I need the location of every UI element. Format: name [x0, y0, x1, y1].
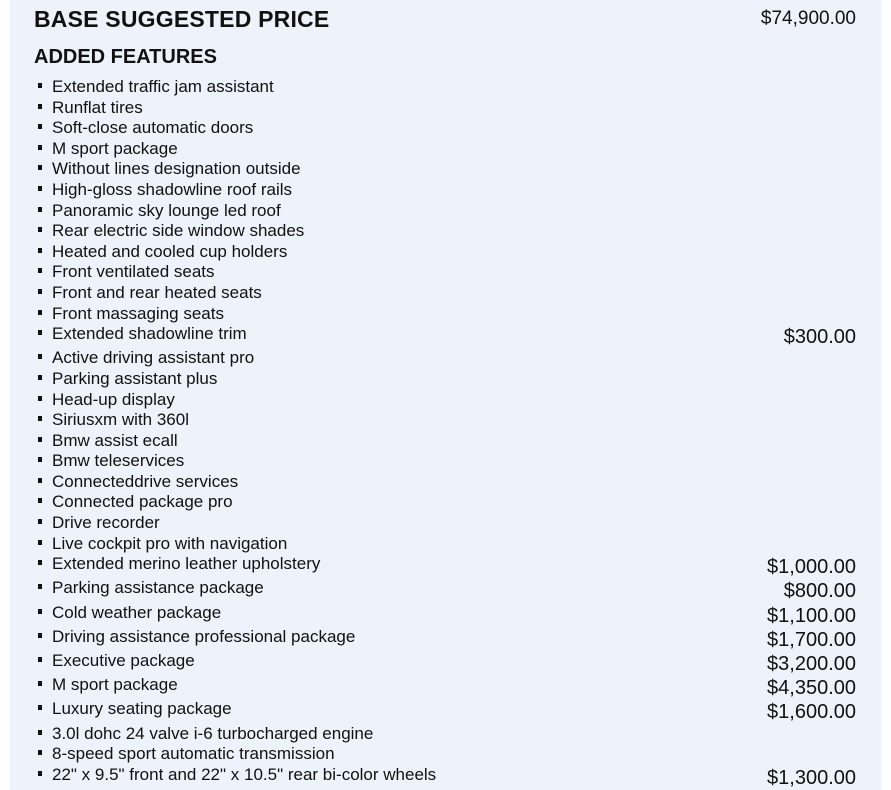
feature-label: Extended merino leather upholstery	[52, 554, 321, 574]
feature-row	[10, 77, 881, 98]
bullet-icon	[38, 730, 42, 735]
bullet-icon	[38, 540, 42, 545]
feature-price: $1,700.00	[767, 628, 856, 651]
bullet-icon	[38, 633, 42, 638]
bullet-icon	[38, 681, 42, 686]
bullet-icon	[38, 83, 42, 88]
feature-row	[10, 578, 881, 602]
feature-label: Extended shadowline trim	[52, 324, 247, 344]
feature-label: Without lines designation outside	[52, 159, 301, 179]
price-sticker-panel	[10, 0, 881, 790]
feature-row	[10, 390, 881, 411]
bullet-icon	[38, 375, 42, 380]
feature-price: $300.00	[783, 326, 856, 349]
feature-label: Cold weather package	[52, 602, 222, 622]
base-price-row	[10, 6, 881, 36]
feature-label: Front ventilated seats	[52, 262, 215, 282]
feature-label: Heated and cooled cup holders	[52, 241, 288, 261]
bullet-icon	[38, 750, 42, 755]
bullet-icon	[38, 498, 42, 503]
feature-row	[10, 431, 881, 452]
bullet-icon	[38, 396, 42, 401]
feature-label: Parking assistance package	[52, 578, 264, 598]
bullet-icon	[38, 609, 42, 614]
feature-row	[10, 651, 881, 675]
feature-price: $1,300.00	[767, 766, 856, 789]
feature-label: Rear electric side window shades	[52, 221, 305, 241]
feature-label: Connecteddrive services	[52, 471, 239, 491]
bullet-icon	[38, 560, 42, 565]
feature-label: Soft-close automatic doors	[52, 118, 254, 138]
feature-label: M sport package	[52, 138, 178, 158]
feature-row	[10, 221, 881, 242]
feature-row	[10, 304, 881, 325]
bullet-icon	[38, 437, 42, 442]
feature-label: Siriusxm with 360l	[52, 410, 189, 430]
feature-row	[10, 765, 881, 789]
feature-row	[10, 410, 881, 431]
bullet-icon	[38, 207, 42, 212]
feature-label: Panoramic sky lounge led roof	[52, 200, 281, 220]
bullet-icon	[38, 330, 42, 335]
feature-row	[10, 492, 881, 513]
feature-price: $1,000.00	[767, 556, 856, 579]
feature-price: $1,600.00	[767, 701, 856, 724]
feature-row	[10, 283, 881, 304]
feature-label: Driving assistance professional package	[52, 626, 356, 646]
feature-row	[10, 369, 881, 390]
feature-label: Parking assistant plus	[52, 368, 218, 388]
feature-row	[10, 675, 881, 699]
feature-row	[10, 98, 881, 119]
feature-label: Drive recorder	[52, 513, 160, 533]
base-price-value: $74,900.00	[760, 8, 856, 29]
base-price-label: BASE SUGGESTED PRICE	[34, 6, 330, 32]
feature-row	[10, 180, 881, 201]
feature-row	[10, 451, 881, 472]
feature-label: Connected package pro	[52, 492, 233, 512]
added-features-heading: ADDED FEATURES	[34, 46, 217, 68]
feature-row	[10, 744, 881, 765]
feature-label: Extended traffic jam assistant	[52, 77, 274, 96]
bullet-icon	[38, 457, 42, 462]
bullet-icon	[38, 145, 42, 150]
bullet-icon	[38, 771, 42, 776]
feature-price: $4,350.00	[767, 677, 856, 700]
feature-row	[10, 554, 881, 578]
feature-price: $3,200.00	[767, 653, 856, 675]
feature-row	[10, 118, 881, 139]
feature-label: Luxury seating package	[52, 699, 232, 719]
features-list	[10, 77, 881, 789]
feature-label: Front massaging seats	[52, 303, 224, 323]
feature-row	[10, 472, 881, 493]
feature-row	[10, 724, 881, 745]
feature-row	[10, 603, 881, 627]
feature-row	[10, 348, 881, 369]
feature-row	[10, 159, 881, 180]
feature-row	[10, 201, 881, 222]
feature-row	[10, 262, 881, 283]
feature-row	[10, 242, 881, 263]
feature-row	[10, 513, 881, 534]
feature-row	[10, 324, 881, 348]
feature-label: 22" x 9.5" front and 22" x 10.5" rear bi-color wheels	[52, 764, 437, 784]
bullet-icon	[38, 104, 42, 109]
bullet-icon	[38, 416, 42, 421]
bullet-icon	[38, 268, 42, 273]
bullet-icon	[38, 354, 42, 359]
feature-label: High-gloss shadowline roof rails	[52, 179, 293, 199]
feature-label: Front and rear heated seats	[52, 282, 262, 302]
feature-label: Head-up display	[52, 389, 175, 409]
bullet-icon	[38, 478, 42, 483]
feature-label: Runflat tires	[52, 97, 143, 117]
feature-label: Active driving assistant pro	[52, 348, 255, 368]
bullet-icon	[38, 289, 42, 294]
bullet-icon	[38, 519, 42, 524]
feature-label: 8-speed sport automatic transmission	[52, 744, 335, 764]
feature-label: Bmw teleservices	[52, 451, 185, 471]
bullet-icon	[38, 310, 42, 315]
bullet-icon	[38, 657, 42, 662]
feature-label: M sport package	[52, 675, 178, 695]
bullet-icon	[38, 124, 42, 129]
feature-label: Bmw assist ecall	[52, 430, 178, 450]
bullet-icon	[38, 584, 42, 589]
bullet-icon	[38, 227, 42, 232]
bullet-icon	[38, 186, 42, 191]
bullet-icon	[38, 248, 42, 253]
feature-row	[10, 627, 881, 651]
bullet-icon	[38, 165, 42, 170]
feature-price: $1,100.00	[767, 604, 856, 627]
feature-row	[10, 139, 881, 160]
feature-label: 3.0l dohc 24 valve i-6 turbocharged engine	[52, 723, 374, 743]
feature-label: Executive package	[52, 651, 195, 670]
feature-row	[10, 534, 881, 555]
feature-row	[10, 699, 881, 723]
bullet-icon	[38, 705, 42, 710]
feature-label: Live cockpit pro with navigation	[52, 533, 288, 553]
feature-price: $800.00	[783, 580, 856, 603]
